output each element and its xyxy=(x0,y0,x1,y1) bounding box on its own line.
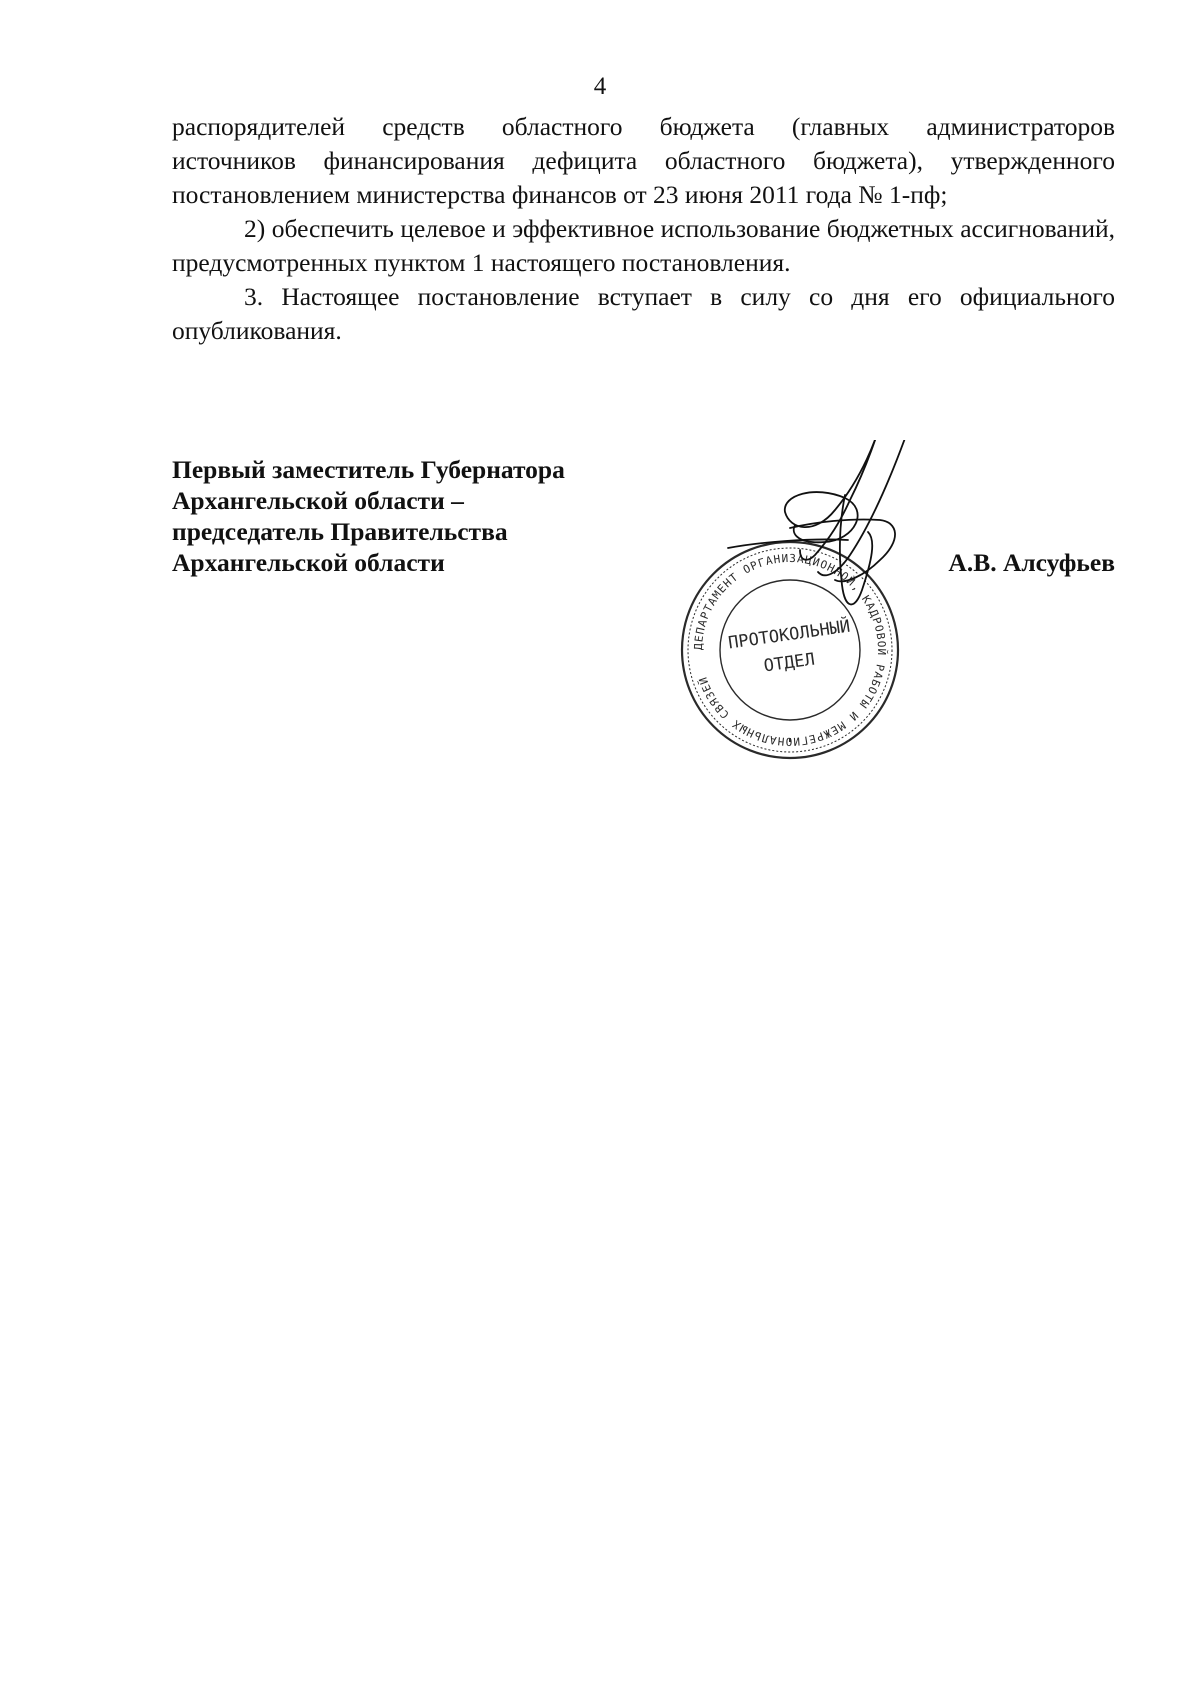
handwritten-signature xyxy=(728,440,908,604)
seal-ring-text: ДЕПАРТАМЕНТ ОРГАНИЗАЦИОННОЙ, КАДРОВОЙ РАБОТЫ И МЕЖРЕГИОНАЛЬНЫХ СВЯЗЕЙ xyxy=(691,551,889,749)
signer-title-line-2: Архангельской области – xyxy=(172,486,464,515)
paragraph-1-line-1: распорядителей средств областного бюджета (главных администраторов xyxy=(172,112,1115,141)
seal-center-line-1: ПРОТОКОЛЬНЫЙ xyxy=(727,616,852,654)
signer-title-line-3: председатель Правительства xyxy=(172,517,508,546)
paragraph-1-line-2: источников финансирования дефицита областного бюджета), утвержденного xyxy=(172,146,1115,175)
stamp-signature-graphic xyxy=(640,440,940,820)
paragraph-1-line-3: постановлением министерства финансов от 23 июня 2011 года № 1-пф; xyxy=(172,180,948,209)
seal-outer-ring xyxy=(682,542,898,758)
signer-title-line-1: Первый заместитель Губернатора xyxy=(172,455,565,484)
stamp-and-signature xyxy=(640,440,940,820)
document-body xyxy=(172,110,1115,348)
signer-name: А.В. Алсуфьев xyxy=(948,548,1115,577)
seal-dotted-ring xyxy=(688,548,892,752)
seal-center-line-2: ОТДЕЛ xyxy=(762,649,817,677)
paragraph-3: 3. Настоящее постановление вступает в силу со дня его официального опубликования. xyxy=(172,282,1115,345)
signer-title-line-4: Архангельской области xyxy=(172,548,445,577)
official-seal xyxy=(682,542,898,758)
paragraph-2: 2) обеспечить целевое и эффективное использование бюджетных ассигнований, предусмотренных пунктом 1 настоящего постановления. xyxy=(172,214,1115,277)
signer-title xyxy=(172,454,692,578)
page-number: 4 xyxy=(593,73,607,100)
